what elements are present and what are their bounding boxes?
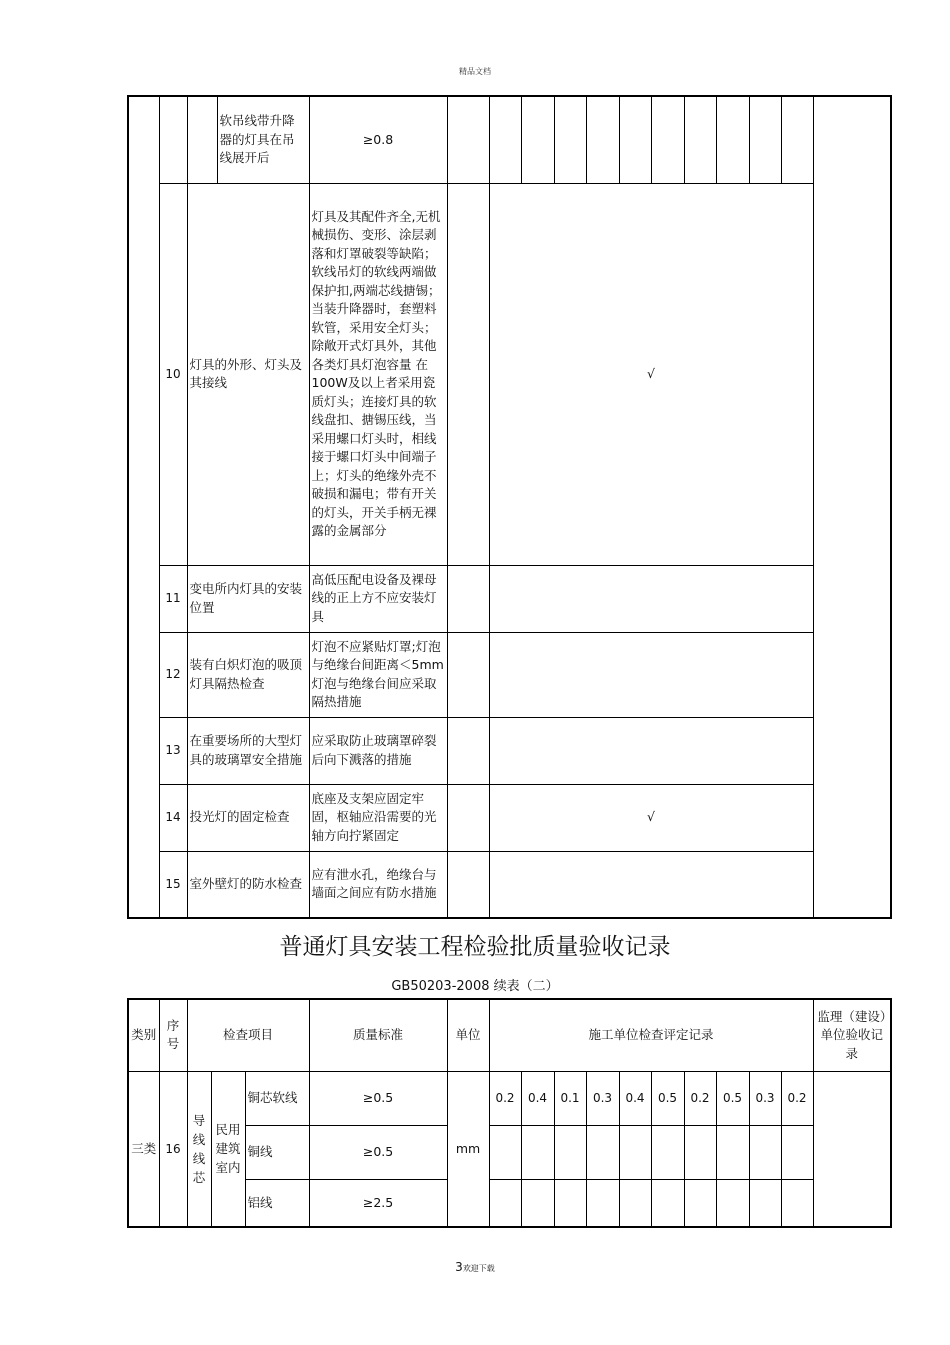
record-value: 0.3 [749,1071,781,1125]
record-value [554,1125,586,1179]
record-value: 0.5 [716,1071,749,1125]
table-row [128,1071,891,1125]
header-unit: 单位 [447,999,489,1071]
inspection-table-continued [127,95,892,919]
quality-standard: 底座及支架应固定牢固，枢轴应沿需要的光轴方向拧紧固定 [309,784,447,851]
record-value: 0.4 [521,1071,554,1125]
header-watermark: 精品文档 [459,67,491,76]
quality-standard: 高低压配电设备及裸母线的正上方不应安装灯具 [309,565,447,632]
record-value [586,1179,619,1227]
record-value [781,1125,813,1179]
row-number: 15 [159,851,187,918]
record-value [684,1179,716,1227]
record-value: 0.3 [586,1071,619,1125]
check-item: 灯具的外形、灯头及其接线 [187,183,309,565]
record-value: 0.5 [651,1071,684,1125]
row-number: 14 [159,784,187,851]
page-title: 普通灯具安装工程检验批质量验收记录 [279,934,671,960]
record-value: 0.2 [684,1071,716,1125]
table-row [128,565,891,632]
quality-standard: ≥0.5 [309,1125,447,1179]
record-value [619,1179,651,1227]
check-record [489,717,813,784]
category-cell [128,96,159,918]
table-row [128,183,891,565]
table-row [128,632,891,717]
record-value: 0.2 [781,1071,813,1125]
check-item: 在重要场所的大型灯具的玻璃罩安全措施 [187,717,309,784]
record-value [619,1125,651,1179]
check-record: √ [489,183,813,565]
check-record [489,851,813,918]
row-number: 11 [159,565,187,632]
header-standard: 质量标准 [309,999,447,1071]
unit-cell: mm [447,1071,489,1227]
check-record: √ [489,784,813,851]
header-supervision: 监理（建设）单位验收记录 [813,999,891,1071]
group-cell: 导线线芯 [187,1071,211,1227]
table-row [128,784,891,851]
supervision-cell [813,96,891,918]
check-item: 铝线 [245,1179,309,1227]
check-item: 投光灯的固定检查 [187,784,309,851]
quality-standard: ≥0.5 [309,1071,447,1125]
check-item: 装有白炽灯泡的吸顶灯具隔热检查 [187,632,309,717]
inspection-table [127,998,892,1228]
check-item: 变电所内灯具的安装位置 [187,565,309,632]
record-value [586,1125,619,1179]
page-footer [0,1260,950,1274]
header-record: 施工单位检查评定记录 [489,999,813,1071]
record-value [749,1179,781,1227]
quality-standard: ≥0.8 [309,96,447,183]
page-subtitle: GB50203-2008 续表（二） [391,979,559,994]
row-number: 12 [159,632,187,717]
header-seq: 序号 [159,999,187,1071]
page-number: 3 [455,1260,463,1274]
record-value [716,1179,749,1227]
quality-standard: 应有泄水孔，绝缘台与墙面之间应有防水措施 [309,851,447,918]
subgroup-cell: 民用建筑室内 [211,1071,245,1227]
table-row [128,96,891,183]
row-number: 10 [159,183,187,565]
seq-cell [159,96,187,183]
header-item: 检查项目 [187,999,309,1071]
record-value [489,1179,521,1227]
record-value [521,1125,554,1179]
record-value [521,1179,554,1227]
header-category: 类别 [128,999,159,1071]
table-row [128,717,891,784]
quality-standard: 灯泡不应紧贴灯罩;灯泡与绝缘台间距离＜5mm灯泡与绝缘台间应采取隔热措施 [309,632,447,717]
record-value [781,1179,813,1227]
record-value [651,1125,684,1179]
table-row [128,851,891,918]
row-number: 16 [159,1071,187,1227]
quality-standard: 灯具及其配件齐全,无机械损伤、变形、涂层剥落和灯罩破裂等缺陷；软线吊灯的软线两端做保护扣,两端芯线搪锡；当装升降器时，套塑料软管，采用安全灯头；除敞开式灯具外，其他各类灯具灯泡容量 在 100W及以上者采用瓷质灯头；连接灯具的软线盘扣、搪锡压线，当采用螺口灯头时，相线接于螺口灯头中间端子上；灯头的绝缘外壳不破损和漏电；带有开关的灯头，开关手柄无裸露的金属部分 [309,183,447,565]
row-number: 13 [159,717,187,784]
quality-standard: ≥2.5 [309,1179,447,1227]
subgroup-cell [187,96,217,183]
category-cell: 三类 [128,1071,159,1227]
record-value [651,1179,684,1227]
check-record [489,632,813,717]
unit-cell [447,96,489,183]
table-header-row [128,999,891,1071]
check-item: 软吊线带升降器的灯具在吊线展开后 [217,96,309,183]
check-item: 铜线 [245,1125,309,1179]
check-record [489,565,813,632]
record-value [684,1125,716,1179]
record-value [489,1125,521,1179]
check-item: 铜芯软线 [245,1071,309,1125]
record-value: 0.2 [489,1071,521,1125]
record-value [749,1125,781,1179]
supervision-cell [813,1071,891,1227]
record-value: 0.1 [554,1071,586,1125]
footer-text: 欢迎下载 [462,1264,495,1273]
record-value: 0.4 [619,1071,651,1125]
check-item: 室外壁灯的防水检查 [187,851,309,918]
record-value [716,1125,749,1179]
quality-standard: 应采取防止玻璃罩碎裂后向下溅落的措施 [309,717,447,784]
record-value [554,1179,586,1227]
